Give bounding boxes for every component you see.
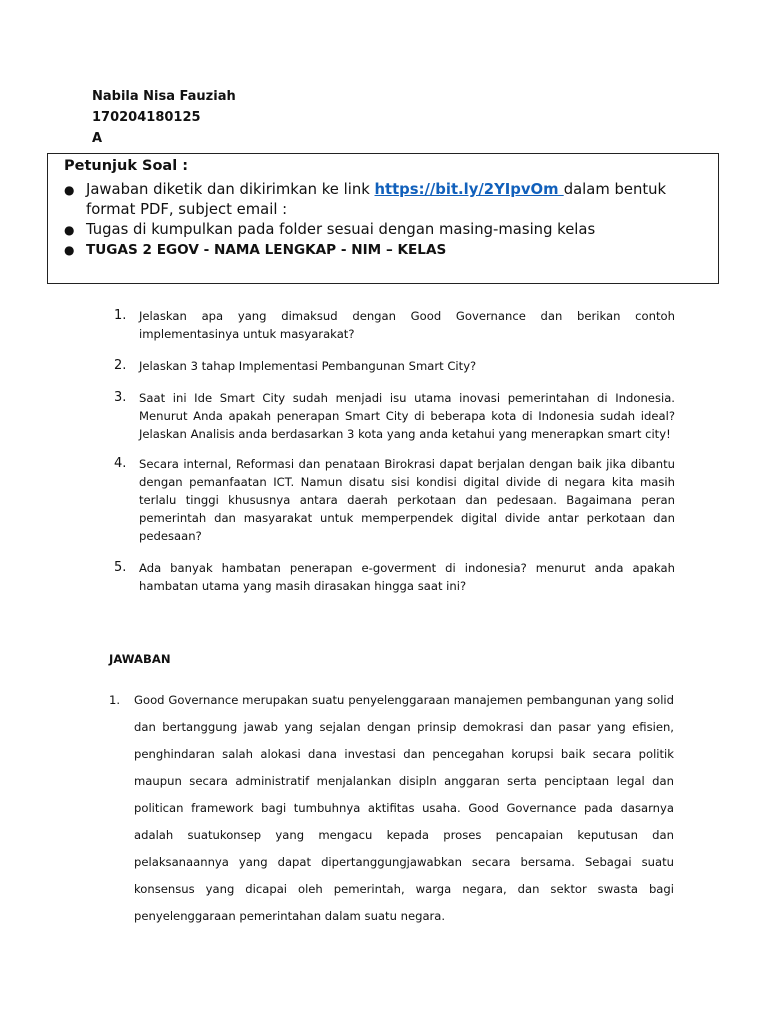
email-subject-format: TUGAS 2 EGOV - NAMA LENGKAP - NIM – KELAS bbox=[86, 242, 447, 258]
question-item bbox=[114, 357, 675, 375]
instructions-box bbox=[47, 153, 719, 284]
student-nim: 170204180125 bbox=[92, 110, 201, 125]
answer-number: 1. bbox=[109, 693, 121, 707]
question-item bbox=[114, 559, 675, 595]
answer-item bbox=[109, 687, 674, 930]
question-text: Jelaskan 3 tahap Implementasi Pembangunan Smart City? bbox=[139, 359, 477, 373]
question-number: 3. bbox=[114, 390, 127, 405]
answer-text: Good Governance merupakan suatu penyelenggaraan manajemen pembangunan yang solid dan bertanggung jawab yang sejalan dengan prinsip demokrasi dan pasar yang efisien, penghindaran salah alokasi dana investasi dan pencegahan korupsi baik secara politik maupun secara administratif menjalankan disipln anggaran serta penciptaan legal dan politican framework bagi tumbuhnya aktifitas usaha. Good Governance pada dasarnya adalah suatukonsep yang mengacu kepada proses pencapaian keputusan dan pelaksanaannya yang dapat dipertanggungjawabkan secara bersama. Sebagai suatu konsensus yang dicapai oleh pemerintah, warga negara, dan sektor swasta bagi penyelenggaraan pemerintahan dalam suatu negara. bbox=[134, 693, 674, 923]
instruction-item bbox=[64, 180, 718, 220]
question-text: Secara internal, Reformasi dan penataan Birokrasi dapat berjalan dengan baik jika dibantu dengan pemanfaatan ICT. Namun disatu sisi kondisi digital divide di negara kita masih terlalu tinggi khususnya antara daerah perkotaan dan pedesaan. Bagaimana peran pemerintah dan masyarakat untuk memperpendek digital divide antar perkotaan dan pedesaan? bbox=[139, 457, 675, 543]
bullet-icon: ● bbox=[64, 183, 75, 197]
question-text: Ada banyak hambatan penerapan e-goverment di indonesia? menurut anda apakah hambatan utama yang masih dirasakan hingga saat ini? bbox=[139, 561, 675, 593]
question-number: 4. bbox=[114, 456, 127, 471]
question-text: Saat ini Ide Smart City sudah menjadi isu utama inovasi pemerintahan di Indonesia. Menurut Anda apakah penerapan Smart City di beberapa kota di Indonesia sudah ideal? Jelaskan Analisis anda berdasarkan 3 kota yang anda ketahui yang menerapkan smart city! bbox=[139, 391, 675, 441]
question-number: 2. bbox=[114, 358, 127, 373]
instruction-text: dalam bentuk format PDF, subject email : bbox=[86, 181, 667, 218]
answer-list bbox=[109, 687, 674, 930]
student-class: A bbox=[92, 131, 103, 146]
question-number: 1. bbox=[114, 308, 127, 323]
instruction-text: Tugas di kumpulkan pada folder sesuai dengan masing-masing kelas bbox=[86, 221, 596, 238]
question-item bbox=[114, 307, 675, 343]
instructions-list bbox=[64, 180, 718, 260]
student-name: Nabila Nisa Fauziah bbox=[92, 89, 236, 104]
instruction-text: Jawaban diketik dan dikirimkan ke link bbox=[86, 181, 375, 198]
instructions-title: Petunjuk Soal : bbox=[64, 158, 189, 174]
question-list bbox=[114, 307, 675, 609]
question-item bbox=[114, 455, 675, 545]
question-number: 5. bbox=[114, 560, 127, 575]
answers-heading: JAWABAN bbox=[109, 652, 171, 666]
question-item bbox=[114, 389, 675, 443]
instruction-item bbox=[64, 240, 718, 260]
question-text: Jelaskan apa yang dimaksud dengan Good Governance dan berikan contoh implementasinya untuk masyarakat? bbox=[139, 309, 675, 341]
student-info bbox=[92, 86, 236, 149]
instruction-item bbox=[64, 220, 718, 240]
bullet-icon: ● bbox=[64, 243, 75, 257]
submission-link[interactable]: https://bit.ly/2YIpvOm bbox=[374, 181, 564, 198]
bullet-icon: ● bbox=[64, 223, 75, 237]
